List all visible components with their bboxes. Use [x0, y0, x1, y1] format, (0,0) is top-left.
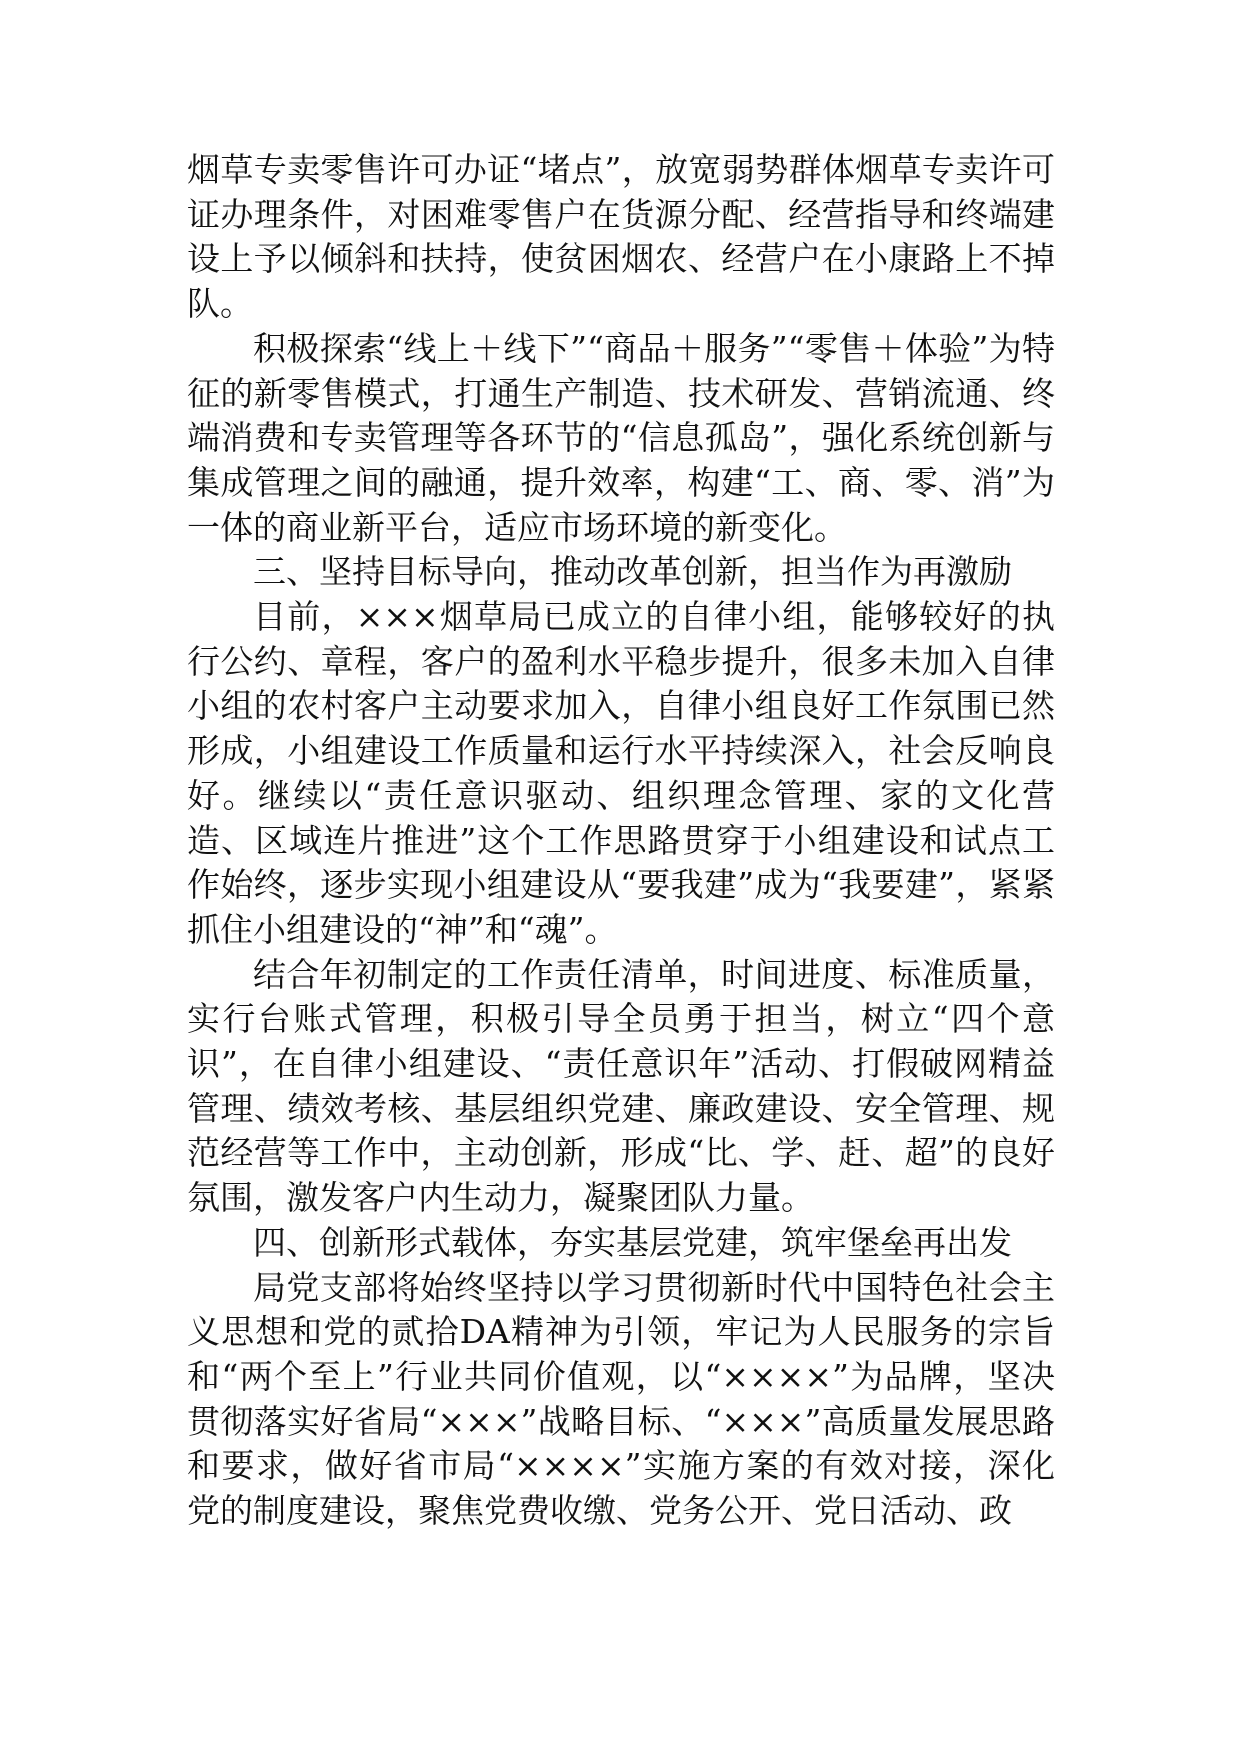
paragraph-responsibility-list: 结合年初制定的工作责任清单，时间进度、标准质量，实行台账式管理，积极引导全员勇于担当，树立“四个意识”，在自律小组建设、“责任意识年”活动、打假破网精益管理、绩效考核、基层组织党建、廉政建设、安全管理、规范经营等工作中，主动创新，形成“比、学、赶、超”的良好氛围，激发客户内生动力，凝聚团队力量。	[187, 954, 1055, 1218]
paragraph-continued: 烟草专卖零售许可办证“堵点”，放宽弱势群体烟草专卖许可证办理条件，对困难零售户在货源分配、经营指导和终端建设上予以倾斜和扶持，使贫困烟农、经营户在小康路上不掉队。	[187, 150, 1055, 324]
document-page	[187, 148, 1055, 1534]
paragraph-new-retail: 积极探索“线上＋线下”“商品＋服务”“零售＋体验”为特征的新零售模式，打通生产制造、技术研发、营销流通、终端消费和专卖管理等各环节的“信息孤岛”，强化系统创新与集成管理之间的融通，提升效率，构建“工、商、零、消”为一体的商业新平台，适应市场环境的新变化。	[187, 328, 1055, 547]
section-heading-4: 四、创新形式载体，夯实基层党建，筑牢堡垒再出发	[253, 1222, 1012, 1262]
paragraph-self-discipline-groups: 目前，×××烟草局已成立的自律小组，能够较好的执行公约、章程，客户的盈利水平稳步提升，很多未加入自律小组的农村客户主动要求加入，自律小组良好工作氛围已然形成，小组建设工作质量和运行水平持续深入，社会反响良好。继续以“责任意识驱动、组织理念管理、家的文化营造、区域连片推进”这个工作思路贯穿于小组建设和试点工作始终，逐步实现小组建设从“要我建”成为“我要建”，紧紧抓住小组建设的“神”和“魂”。	[187, 597, 1055, 949]
section-heading-3: 三、坚持目标导向，推动改革创新，担当作为再激励	[253, 552, 1012, 592]
paragraph-party-branch: 局党支部将始终坚持以学习贯彻新时代中国特色社会主义思想和党的贰拾DA精神为引领，牢记为人民服务的宗旨和“两个至上”行业共同价值观，以“××××”为品牌，坚决贯彻落实好省局“×××”战略目标、“×××”高质量发展思路和要求，做好省市局“××××”实施方案的有效对接，深化党的制度建设，聚焦党费收缴、党务公开、党日活动、政	[187, 1267, 1055, 1531]
